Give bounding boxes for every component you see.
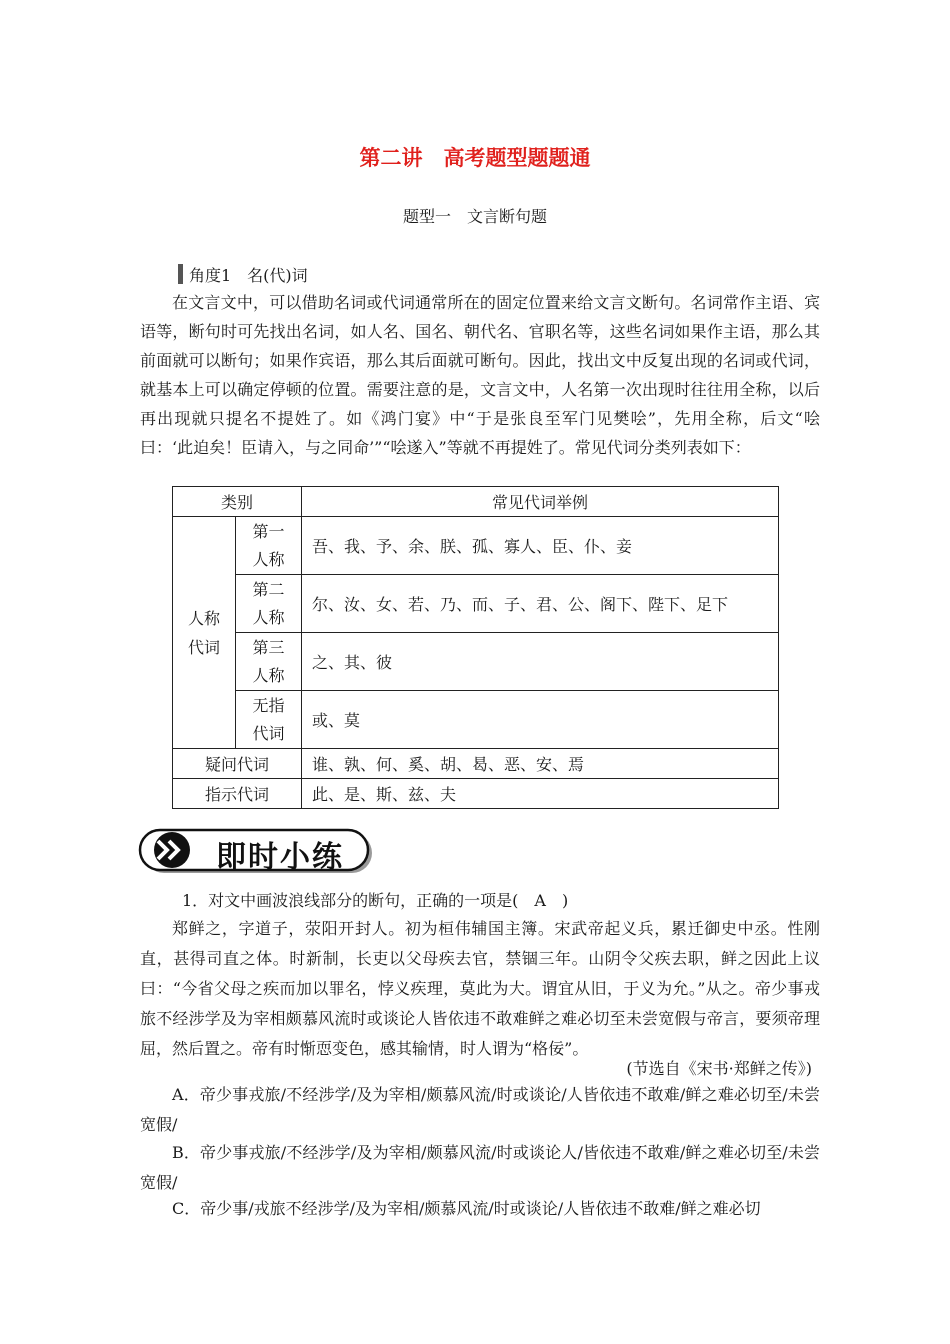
- pronoun-table: [172, 486, 779, 809]
- section-heading-label: 角度1 名(代)词: [189, 265, 308, 285]
- table-header-row: [173, 487, 779, 517]
- interrogative-pronoun-label: 疑问代词: [173, 749, 302, 779]
- table-row: [173, 633, 779, 691]
- intro-paragraph: 在文言文中，可以借助名词或代词通常所在的固定位置来给文言文断句。名词常作主语、宾语等，断句时可先找出名词，如人名、国名、朝代名、官职名等，这些名词如果作主语，那么其前面就可以断句；如果作宾语，那么其后面就可断句。因此，找出文中反复出现的名词或代词，就基本上可以确定停顿的位置。需要注意的是，文言文中，人名第一次出现时往往用全称，以后再出现就只提名不提姓了。如《鸿门宴》中“于是张良至军门见樊哙”，先用全称，后文“哙曰：‘此迫矣！臣请入，与之同命’”“哙遂入”等就不再提姓了。常见代词分类列表如下：: [140, 293, 820, 457]
- table-row: [173, 517, 779, 575]
- table-header-examples: 常见代词举例: [302, 487, 779, 517]
- demonstrative-pronoun-label: 指示代词: [173, 779, 302, 809]
- option-c: C．帝少事/戎旅不经涉学/及为宰相/颇慕风流/时或谈论/人皆依违不敢难/鲜之难必切: [172, 1199, 761, 1218]
- demonstrative-pronoun-examples: 此、是、斯、兹、夫: [302, 779, 779, 809]
- personal-pronoun-category: 人称 代词: [173, 517, 236, 749]
- third-person-label: 第三 人称: [236, 633, 302, 691]
- table-row: [173, 691, 779, 749]
- section-heading: [178, 264, 308, 284]
- page-title: 第二讲 高考题型题题通: [359, 146, 591, 170]
- practice-banner: [138, 828, 376, 876]
- question-prompt: 1．对文中画波浪线部分的断句，正确的一项是( A ): [182, 891, 569, 910]
- question-type-heading: 题型一 文言断句题: [402, 207, 547, 226]
- option-b: B．帝少事戎旅/不经涉学/及为宰相/颇慕风流/时或谈论人/皆依违不敢难/鲜之难必切至/未尝宽假/: [140, 1143, 820, 1192]
- table-header-category: 类别: [173, 487, 302, 517]
- interrogative-pronoun-examples: 谁、孰、何、奚、胡、曷、恶、安、焉: [302, 749, 779, 779]
- first-person-label: 第一 人称: [236, 517, 302, 575]
- indefinite-pronoun-label: 无指 代词: [236, 691, 302, 749]
- section-marker-bar: [178, 264, 183, 284]
- passage-text: 郑鲜之，字道子，荥阳开封人。初为桓伟辅国主簿。宋武帝起义兵，累迁御史中丞。性刚直，甚得司直之体。时新制，长吏以父母疾去官，禁锢三年。山阴令父疾去职，鲜之因此上议曰：“今省父母之疾而加以罪名，悖义疾理，莫此为大。谓宜从旧，于义为允。”从之。帝少事戎旅不经涉学及为宰相颇慕风流时或谈论人皆依违不敢难鲜之难必切至未尝宽假与帝言，要须帝理屈，然后置之。帝有时惭恧变色，感其输情，时人谓为“格佞”。: [140, 919, 820, 1058]
- banner-label: 即时小练: [216, 840, 344, 875]
- table-row: [173, 749, 779, 779]
- second-person-examples: 尔、汝、女、若、乃、而、子、君、公、阁下、陛下、足下: [302, 575, 779, 633]
- option-a: A．帝少事戎旅/不经涉学/及为宰相/颇慕风流/时或谈论/人皆依违不敢难/鲜之难必切至/未尝宽假/: [140, 1085, 820, 1134]
- table-row: [173, 575, 779, 633]
- second-person-label: 第二 人称: [236, 575, 302, 633]
- passage-source: (节选自《宋书·郑鲜之传》): [626, 1059, 812, 1078]
- first-person-examples: 吾、我、予、余、朕、孤、寡人、臣、仆、妾: [302, 517, 779, 575]
- third-person-examples: 之、其、彼: [302, 633, 779, 691]
- table-row: [173, 779, 779, 809]
- indefinite-pronoun-examples: 或、莫: [302, 691, 779, 749]
